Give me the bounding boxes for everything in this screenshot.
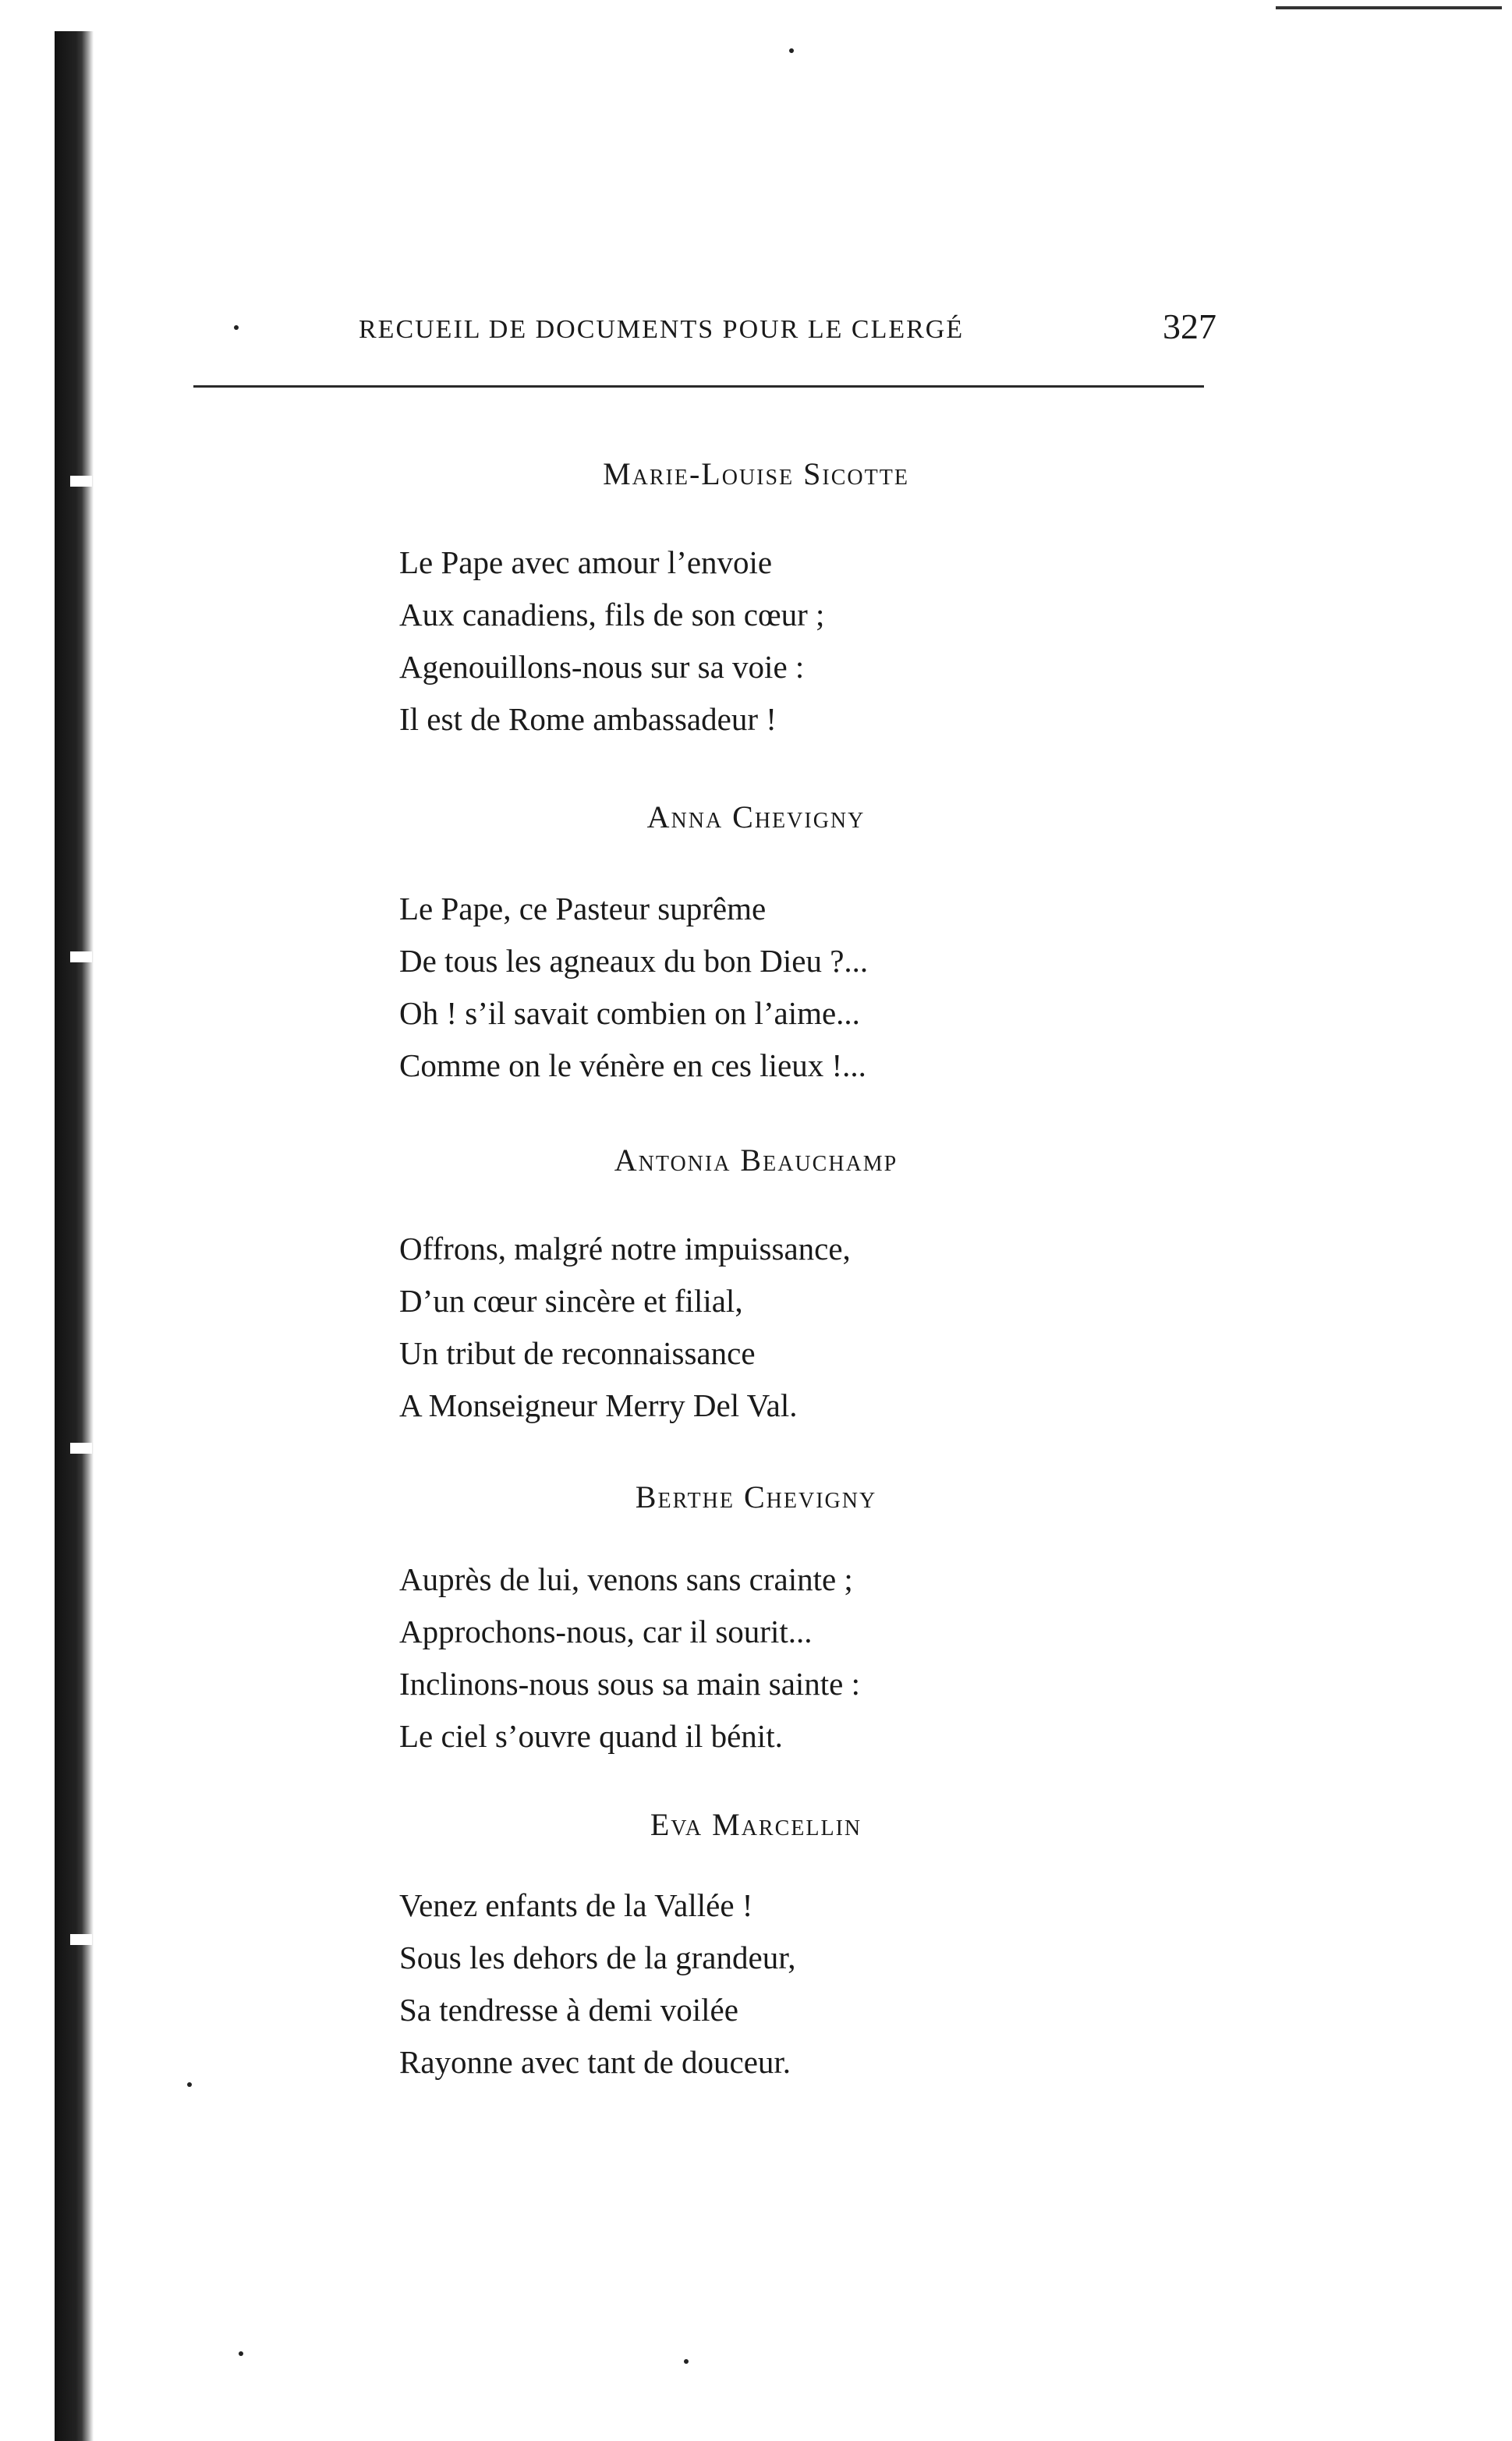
verse-line: Comme on le vénère en ces lieux !...: [399, 1047, 866, 1083]
book-spine-shadow: [55, 31, 94, 2441]
verse-line: Agenouillons-nous sur sa voie :: [399, 649, 805, 685]
verse-section: [0, 794, 1512, 1083]
stanza: [399, 883, 868, 1092]
verse-line: Aux canadiens, fils de son cœur ;: [399, 597, 825, 632]
author-name: Marie-Louise Sicotte: [603, 456, 909, 491]
verse-line: Oh ! s’il savait combien on l’aime...: [399, 995, 860, 1031]
header-rule: [193, 385, 1204, 388]
running-title: RECUEIL DE DOCUMENTS POUR LE CLERGÉ: [359, 315, 965, 344]
spine-notch: [70, 1443, 92, 1454]
verse-line: D’un cœur sincère et filial,: [399, 1283, 743, 1319]
verse-line: Il est de Rome ambassadeur !: [399, 701, 777, 737]
author-name: Eva Marcellin: [650, 1807, 862, 1842]
verse-line: Le ciel s’ouvre quand il bénit.: [399, 1718, 783, 1754]
stanza: [399, 1223, 851, 1432]
verse-line: Inclinons-nous sous sa main sainte :: [399, 1666, 861, 1702]
verse-line: De tous les agneaux du bon Dieu ?...: [399, 943, 869, 979]
author-name: Antonia Beauchamp: [614, 1143, 898, 1178]
ink-speck: [239, 2351, 243, 2356]
verse-section: [0, 1802, 1512, 2080]
verse-line: Auprès de lui, venons sans crainte ;: [399, 1561, 853, 1597]
author-name: Berthe Chevigny: [635, 1479, 877, 1515]
verse-line: A Monseigneur Merry Del Val.: [399, 1387, 798, 1423]
verse-line: Approchons-nous, car il sourit...: [399, 1614, 813, 1649]
ink-speck: [187, 2082, 192, 2087]
verse-line: Rayonne avec tant de douceur.: [399, 2044, 791, 2080]
ink-speck: [789, 48, 794, 53]
verse-line: Un tribut de reconnaissance: [399, 1335, 756, 1371]
scan-edge-rule: [1276, 6, 1502, 9]
spine-notch: [70, 951, 92, 962]
spine-notch: [70, 1934, 92, 1945]
verse-section: [0, 1474, 1512, 1754]
verse-line: Sa tendresse à demi voilée: [399, 1992, 738, 2028]
verse-line: Venez enfants de la Vallée !: [399, 1887, 753, 1923]
page-number: 327: [1163, 306, 1216, 346]
stanza: [399, 1879, 795, 2088]
verse-section: [0, 1137, 1512, 1423]
author-name: Anna Chevigny: [646, 799, 866, 834]
ink-speck: [234, 325, 239, 330]
stanza: [399, 537, 824, 746]
stanza: [399, 1554, 860, 1763]
verse-line: Sous les dehors de la grandeur,: [399, 1940, 796, 1975]
ink-speck: [684, 2359, 689, 2364]
verse-line: Offrons, malgré notre impuissance,: [399, 1231, 851, 1267]
running-header: [359, 306, 1216, 353]
verse-section: [0, 451, 1512, 737]
verse-line: Le Pape avec amour l’envoie: [399, 544, 773, 580]
verse-line: Le Pape, ce Pasteur suprême: [399, 891, 767, 926]
